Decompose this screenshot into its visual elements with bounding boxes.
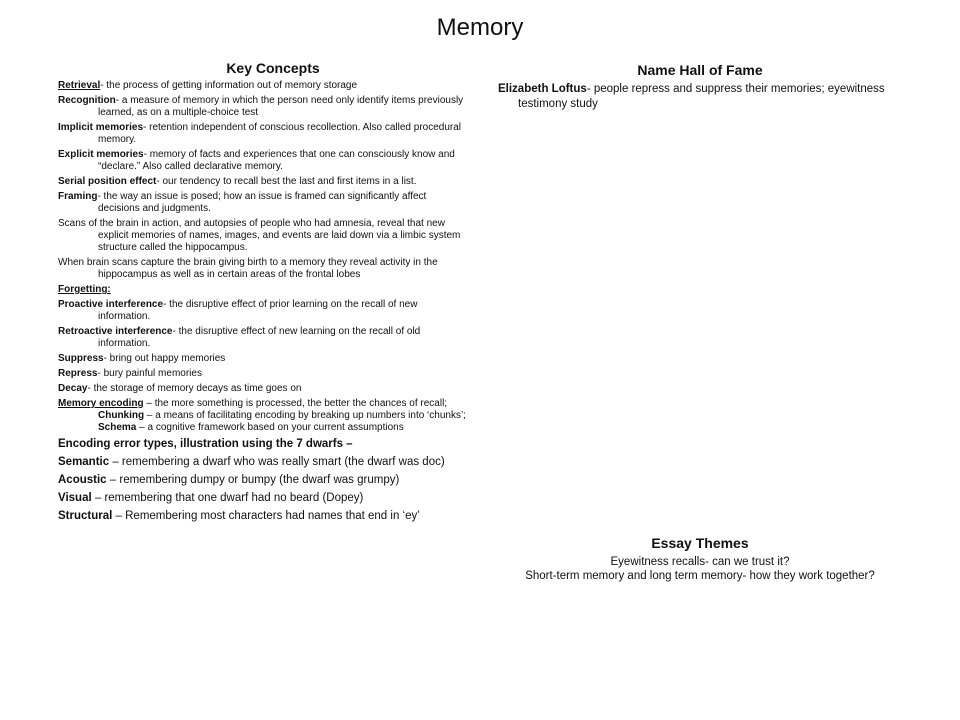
definition: - a measure of memory in which the person need only identify items previously learned, as on a multiple-choice test (98, 95, 464, 118)
definition: - the process of getting information out of memory storage (100, 80, 358, 91)
term: Chunking (98, 410, 145, 421)
concept-entry (58, 368, 468, 380)
concept-entry (58, 95, 468, 119)
person-description: - people repress and suppress their memories; eyewitness testimony study (518, 83, 885, 110)
essay-themes-list (490, 555, 910, 583)
essay-theme-item: Short-term memory and long term memory- how they work together? (525, 570, 875, 582)
encoding-error-heading: Encoding error types, illustration using the 7 dwarfs – (58, 438, 353, 450)
definition: - the storage of memory decays as time goes on (87, 383, 302, 394)
concept-entry (58, 149, 468, 173)
concept-entry (58, 80, 468, 92)
definition: – the more something is processed, the better the chances of recall; (143, 398, 448, 409)
dwarf-entry (58, 509, 468, 524)
definition: – Remembering most characters had names that end in ‘ey’ (112, 510, 420, 522)
term: Retrieval (58, 80, 101, 91)
concept-entry (58, 299, 468, 323)
term: Forgetting: (58, 284, 111, 295)
concept-entry (58, 326, 468, 350)
definition: Scans of the brain in action, and autopsies of people who had amnesia, reveal that new explicit memories of names, images, and events are laid down via a limbic system structure called the hippocampus. (58, 218, 461, 253)
term: Structural (58, 510, 113, 522)
concept-entry (58, 191, 468, 215)
key-concepts-heading: Key Concepts (226, 60, 320, 76)
person-name: Elizabeth Loftus (498, 83, 587, 95)
definition: - the way an issue is posed; how an issue is framed can significantly affect decisions and judgments. (97, 191, 427, 214)
key-concepts-list (58, 80, 468, 395)
definition: - memory of facts and experiences that one can consciously know and “declare.” Also called declarative memory. (98, 149, 455, 172)
dwarf-entry (58, 491, 468, 506)
term: Visual (58, 492, 92, 504)
concept-entry (58, 176, 468, 188)
term: Explicit memories (58, 149, 144, 160)
essay-theme-item: Eyewitness recalls- can we trust it? (610, 556, 790, 568)
hall-of-fame-heading: Name Hall of Fame (637, 62, 763, 78)
concept-entry (58, 383, 468, 395)
definition: - the disruptive effect of new learning on the recall of old information. (98, 326, 421, 349)
concept-entry (58, 218, 468, 254)
term: Recognition (58, 95, 116, 106)
essay-themes-heading: Essay Themes (651, 535, 749, 551)
dwarf-list (58, 455, 468, 524)
concept-entry (58, 122, 468, 146)
term: Decay (58, 383, 88, 394)
key-concepts-section (58, 60, 468, 527)
hall-of-fame-list (490, 82, 910, 112)
dwarf-entry (58, 473, 468, 488)
memory-encoding-entry (58, 398, 468, 434)
term: Repress (58, 368, 98, 379)
definition: – remembering a dwarf who was really smart (the dwarf was doc) (109, 456, 445, 468)
definition: - bring out happy memories (103, 353, 226, 364)
definition: - bury painful memories (97, 368, 202, 379)
definition: - the disruptive effect of prior learning on the recall of new information. (98, 299, 418, 322)
term: Memory encoding (58, 398, 144, 409)
concept-entry (58, 257, 468, 281)
term: Semantic (58, 456, 110, 468)
definition: - retention independent of conscious recollection. Also called procedural memory. (98, 122, 462, 145)
term: Framing (58, 191, 98, 202)
hall-of-fame-entry (498, 82, 910, 112)
term: Implicit memories (58, 122, 144, 133)
essay-themes-section (490, 535, 910, 583)
definition: – a cognitive framework based on your current assumptions (136, 422, 404, 433)
concept-entry (58, 284, 468, 296)
concept-entry (58, 353, 468, 365)
definition: – remembering dumpy or bumpy (the dwarf was grumpy) (106, 474, 400, 486)
definition: - our tendency to recall best the last and first items in a list. (156, 176, 417, 187)
term: Acoustic (58, 474, 107, 486)
definition: When brain scans capture the brain giving birth to a memory they reveal activity in the hippocampus as well as in certain areas of the frontal lobes (58, 257, 438, 280)
term: Serial position effect (58, 176, 157, 187)
page-title: Memory (436, 14, 524, 41)
dwarf-entry (58, 455, 468, 470)
term: Proactive interference (58, 299, 164, 310)
hall-of-fame-section (490, 62, 910, 112)
definition: – a means of facilitating encoding by breaking up numbers into ‘chunks’; (144, 410, 466, 421)
term: Retroactive interference (58, 326, 173, 337)
term: Suppress (58, 353, 104, 364)
definition: – remembering that one dwarf had no beard (Dopey) (91, 492, 364, 504)
term: Schema (98, 422, 137, 433)
